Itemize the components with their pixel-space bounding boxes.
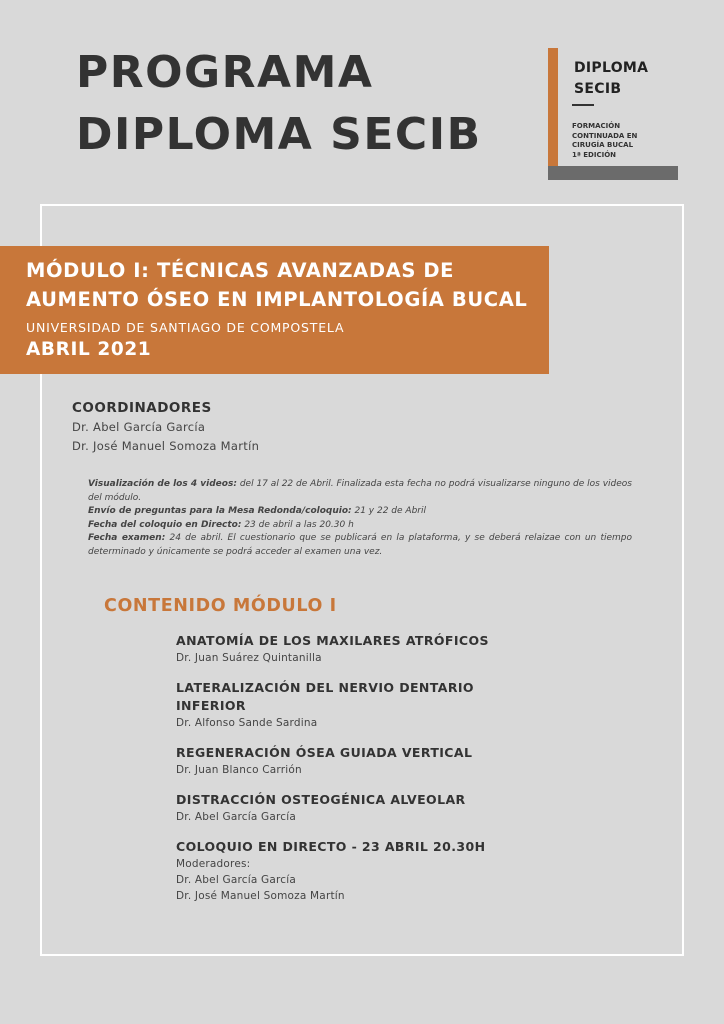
content-item-speaker: Moderadores: bbox=[176, 858, 251, 870]
info-text: 24 de abril. El cuestionario que se publicará en la plataforma, y se deberá relaizae con un tiempo determinado y únicamente se podrá acceder al examen una vez. bbox=[88, 533, 632, 557]
coordinator-name: Dr. José Manuel Somoza Martín bbox=[72, 439, 260, 453]
info-label: Visualización de los 4 videos: bbox=[88, 479, 237, 489]
schedule-info bbox=[88, 478, 632, 559]
badge-name-line-2: SECIB bbox=[574, 81, 622, 97]
module-title-line-1: MÓDULO I: TÉCNICAS AVANZADAS DE bbox=[26, 259, 455, 282]
content-item-speaker: Dr. José Manuel Somoza Martín bbox=[176, 890, 345, 902]
content-item-speaker: Dr. Juan Suárez Quintanilla bbox=[176, 652, 322, 664]
content-item-speaker: Dr. Abel García García bbox=[176, 874, 296, 886]
info-row bbox=[88, 505, 632, 519]
module-university: UNIVERSIDAD DE SANTIAGO DE COMPOSTELA bbox=[26, 320, 345, 335]
badge-bottom-bar bbox=[548, 166, 678, 180]
badge-accent-bar bbox=[548, 48, 558, 166]
info-label: Envío de preguntas para la Mesa Redonda/coloquio: bbox=[88, 506, 352, 516]
info-text: 23 de abril a las 20.30 h bbox=[241, 519, 354, 530]
content-item-title-line: COLOQUIO EN DIRECTO - 23 ABRIL 20.30H bbox=[176, 839, 486, 854]
badge-divider bbox=[572, 104, 594, 106]
info-text: del 17 al 22 de Abril. Finalizada esta fecha no podrá visualizarse ninguno de los videos del módulo. bbox=[88, 479, 632, 503]
page-title-line-2: DIPLOMA SECIB bbox=[76, 109, 482, 160]
coordinators-heading: COORDINADORES bbox=[72, 400, 212, 416]
content-item-speaker: Dr. Alfonso Sande Sardina bbox=[176, 717, 318, 729]
page-title-line-1: PROGRAMA bbox=[76, 47, 374, 98]
module-date: ABRIL 2021 bbox=[26, 339, 152, 360]
content-item-title-line: REGENERACIÓN ÓSEA GUIADA VERTICAL bbox=[176, 745, 473, 760]
content-item-title-line: LATERALIZACIÓN DEL NERVIO DENTARIO bbox=[176, 680, 474, 695]
info-text: 21 y 22 de Abril bbox=[351, 506, 426, 516]
badge-subtitle bbox=[572, 122, 637, 160]
coordinator-name: Dr. Abel García García bbox=[72, 420, 206, 434]
content-list bbox=[176, 632, 536, 917]
diploma-badge bbox=[548, 48, 678, 180]
page-title bbox=[76, 42, 516, 166]
info-row bbox=[88, 519, 632, 533]
module-title-line-2: AUMENTO ÓSEO EN IMPLANTOLOGÍA BUCAL bbox=[26, 288, 528, 311]
info-row bbox=[88, 532, 632, 559]
content-item-title-line: DISTRACCIÓN OSTEOGÉNICA ALVEOLAR bbox=[176, 792, 466, 807]
content-item bbox=[176, 791, 536, 825]
coordinators-section bbox=[72, 400, 259, 456]
badge-sub-line-2: CONTINUADA EN bbox=[572, 131, 638, 140]
badge-name bbox=[574, 58, 648, 100]
content-item-speaker: Dr. Juan Blanco Carrión bbox=[176, 764, 302, 776]
content-item-title bbox=[176, 838, 536, 856]
content-item-title bbox=[176, 791, 536, 809]
info-label: Fecha examen: bbox=[88, 533, 166, 543]
content-item-speaker: Dr. Abel García García bbox=[176, 811, 296, 823]
content-item bbox=[176, 744, 536, 778]
module-title bbox=[26, 256, 527, 314]
badge-sub-line-1: FORMACIÓN bbox=[572, 122, 621, 130]
content-item-title bbox=[176, 744, 536, 762]
content-item-title bbox=[176, 632, 536, 650]
badge-sub-line-4: 1ª EDICIÓN bbox=[572, 150, 617, 159]
content-item bbox=[176, 679, 536, 731]
content-item-title-line: INFERIOR bbox=[176, 698, 246, 713]
content-item bbox=[176, 838, 536, 904]
content-item-title-line: ANATOMÍA DE LOS MAXILARES ATRÓFICOS bbox=[176, 633, 489, 648]
content-heading: CONTENIDO MÓDULO I bbox=[104, 596, 337, 616]
content-item-title bbox=[176, 679, 536, 715]
content-item bbox=[176, 632, 536, 666]
badge-sub-line-3: CIRUGÍA BUCAL bbox=[572, 141, 634, 149]
info-row bbox=[88, 478, 632, 505]
info-label: Fecha del coloquio en Directo: bbox=[88, 519, 242, 530]
module-banner bbox=[0, 246, 549, 374]
badge-name-line-1: DIPLOMA bbox=[574, 60, 649, 76]
